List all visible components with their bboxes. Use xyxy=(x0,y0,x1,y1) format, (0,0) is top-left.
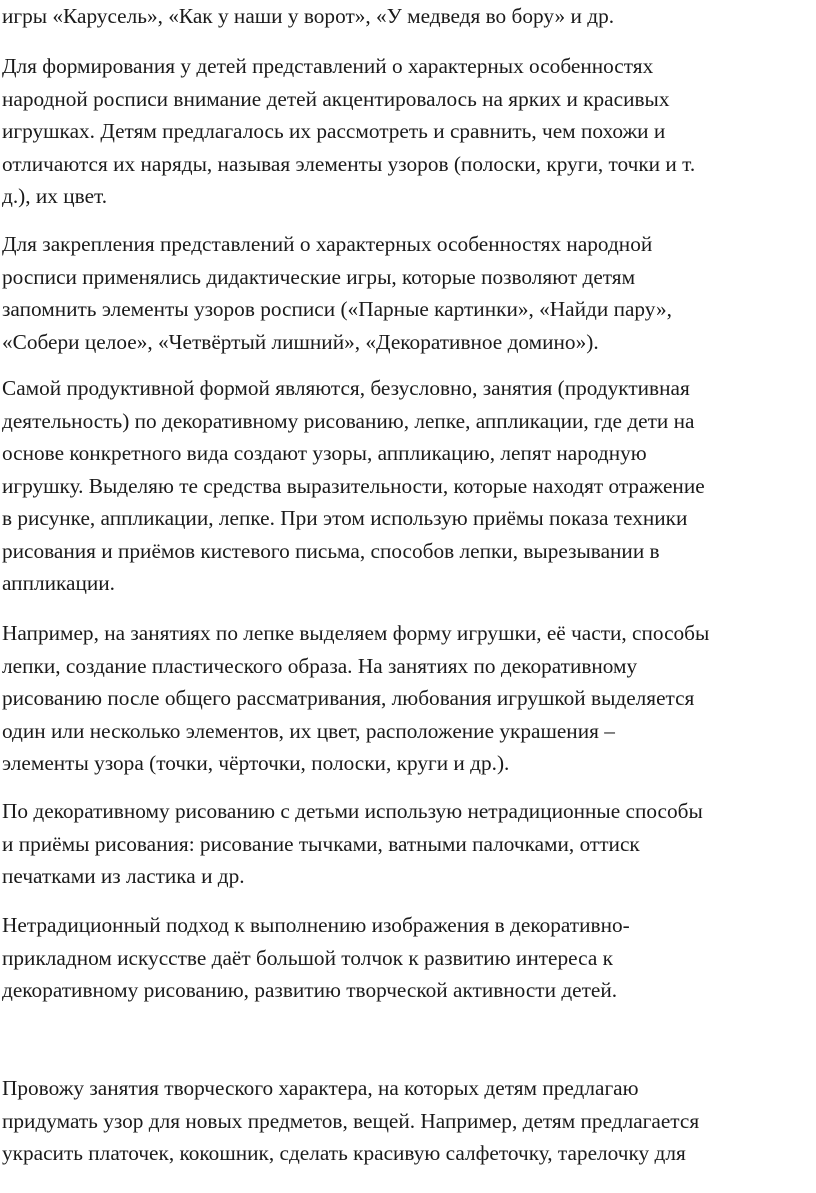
text-line: один или несколько элементов, их цвет, расположение украшения – xyxy=(2,718,615,743)
text-line: украсить платочек, кокошник, сделать красивую салфеточку, тарелочку для xyxy=(2,1141,686,1165)
text-line: игрушку. Выделяю те средства выразительности, которые находят отражение xyxy=(2,473,705,498)
paragraph-1 xyxy=(2,0,810,33)
text-line: прикладном искусстве даёт большой толчок к развитию интереса к xyxy=(2,945,613,970)
text-line: аппликации. xyxy=(2,571,115,595)
text-line: лепки, создание пластического образа. На занятиях по декоративному xyxy=(2,653,638,678)
text-line: Для закрепления представлений о характерных особенностях народной xyxy=(2,232,653,256)
text-line: народной росписи внимание детей акцентировалось на ярких и красивых xyxy=(2,86,670,111)
paragraph-2 xyxy=(2,50,810,213)
text-line: д.), их цвет. xyxy=(2,184,108,208)
text-line: «Собери целое», «Четвёртый лишний», «Декоративное домино»). xyxy=(2,329,599,354)
text-line: элементы узора (точки, чёрточки, полоски, круги и др.). xyxy=(2,751,510,775)
text-line: в рисунке, аппликации, лепке. При этом использую приёмы показа техники xyxy=(2,506,688,530)
text-line: По декоративному рисованию с детьми использую нетрадиционные способы xyxy=(2,799,703,823)
text-line: Самой продуктивной формой являются, безусловно, занятия (продуктивная xyxy=(2,376,690,400)
text-line: декоративному рисованию, развитию творческой активности детей. xyxy=(2,978,618,1002)
paragraph-4 xyxy=(2,372,810,600)
text-line: Нетрадиционный подход к выполнению изображения в декоративно- xyxy=(2,913,630,937)
text-line: игрушках. Детям предлагалось их рассмотреть и сравнить, чем похожи и xyxy=(2,119,666,143)
text-line: рисования и приёмов кистевого письма, способов лепки, вырезывании в xyxy=(2,538,660,563)
text-line: Для формирования у детей представлений о характерных особенностях xyxy=(2,54,654,78)
text-line: отличаются их наряды, называя элементы узоров (полоски, круги, точки и т. xyxy=(2,151,696,176)
paragraph-3 xyxy=(2,228,810,358)
text-line: рисованию после общего рассматривания, любования игрушкой выделяется xyxy=(2,686,695,710)
text-line: и приёмы рисования: рисование тычками, ватными палочками, оттиск xyxy=(2,831,640,856)
text-line: придумать узор для новых предметов, вещей. Например, детям предлагается xyxy=(2,1108,700,1133)
paragraph-7 xyxy=(2,909,810,1007)
text-line: основе конкретного вида создают узоры, аппликацию, лепят народную xyxy=(2,441,647,465)
text-line: Провожу занятия творческого характера, на которых детям предлагаю xyxy=(2,1076,639,1100)
text-line: Например, на занятиях по лепке выделяем форму игрушки, её части, способы xyxy=(2,621,710,645)
paragraph-8 xyxy=(2,1072,810,1170)
text-line: росписи применялись дидактические игры, которые позволяют детям xyxy=(2,264,636,289)
text-line: запомнить элементы узоров росписи («Парные картинки», «Найди пару», xyxy=(2,297,672,321)
text-line: печатками из ластика и др. xyxy=(2,864,245,888)
paragraph-5 xyxy=(2,617,810,780)
text-line: игры «Карусель», «Как у наши у ворот», «У медведя во бору» и др. xyxy=(2,4,615,28)
paragraph-6 xyxy=(2,795,810,893)
text-line: деятельность) по декоративному рисованию, лепке, аппликации, где дети на xyxy=(2,408,695,433)
